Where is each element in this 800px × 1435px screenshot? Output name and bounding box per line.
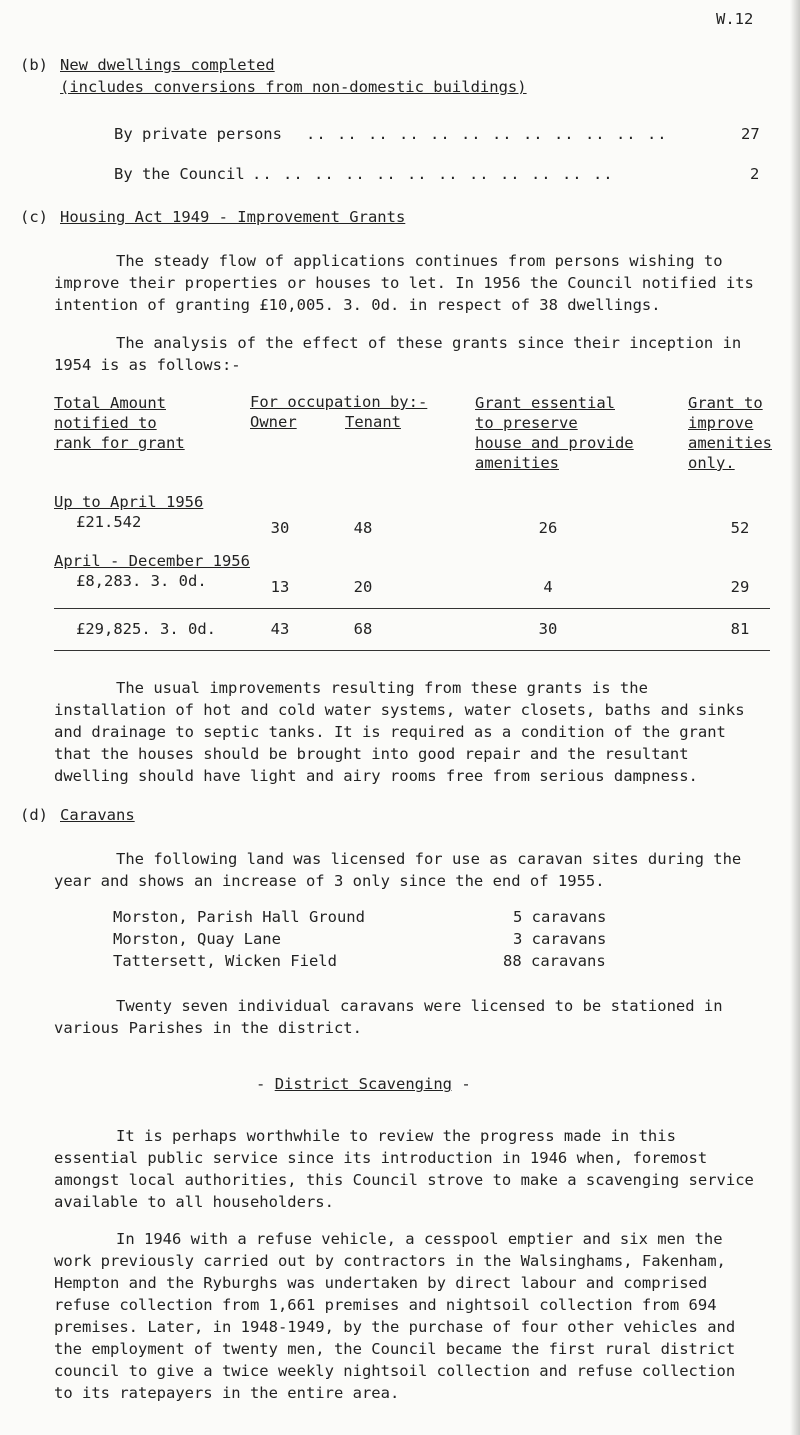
site-3-place: Tattersett, Wicken Field — [113, 952, 337, 970]
site-1-count: 5 caravans — [513, 908, 607, 926]
council-label: By the Council — [114, 165, 245, 183]
section-b-subheading: (includes conversions from non-domestic buildings) — [60, 78, 527, 96]
header-occupation: For occupation by:- — [250, 393, 428, 411]
table-rule-top — [54, 608, 770, 609]
scavenging-heading: District Scavenging — [274, 1075, 452, 1093]
site-2-place: Morston, Quay Lane — [113, 930, 281, 948]
grants-paragraph-3-text: The usual improvements resulting from these grants is the installation of hot and cold water systems, water closets, baths and sinks and drainage to septic tanks. It is required as a condition of the grant that the houses should be brought into good repair and the resultant dwelling should have light and airy rooms free from serious dampness. — [54, 679, 745, 785]
total-owner: 43 — [270, 620, 290, 638]
scavenging-paragraph-1 — [54, 1125, 754, 1213]
page-number: W.12 — [716, 10, 754, 28]
table-rule-bottom — [54, 650, 770, 651]
total-improve: 81 — [730, 620, 750, 638]
row-1-period: Up to April 1956 — [54, 493, 204, 511]
site-1-place: Morston, Parish Hall Ground — [113, 908, 365, 926]
private-persons-value: 27 — [741, 125, 760, 143]
scan-edge-shadow — [790, 0, 800, 1435]
header-grant-essential: Grant essential to preserve house and provide amenities — [475, 394, 634, 472]
row-2-amount: £8,283. 3. 0d. — [76, 572, 207, 590]
council-leader: .. .. .. .. .. .. .. .. .. .. .. .. — [252, 165, 614, 183]
row-1-owner: 30 — [270, 519, 290, 537]
section-d-heading: Caravans — [60, 806, 135, 824]
row-2-improve: 29 — [730, 578, 750, 596]
scavenging-paragraph-2 — [54, 1228, 754, 1404]
header-tenant: Tenant — [345, 413, 401, 431]
row-1-amount: £21.542 — [76, 513, 142, 531]
section-d-label: (d) — [20, 806, 48, 824]
grants-paragraph-3 — [54, 677, 754, 787]
row-2-essential: 4 — [543, 578, 553, 596]
council-value: 2 — [750, 165, 760, 183]
caravans-paragraph-1 — [54, 848, 754, 892]
grants-paragraph-1-text: The steady flow of applications continues from persons wishing to improve their properties or houses to let. In 1956 the Council notified its intention of granting £10,005. 3. 0d. in respect of 38 dwellings. — [54, 252, 754, 314]
header-owner: Owner — [250, 413, 297, 431]
header-total-amount: Total Amount notified to rank for grant — [54, 394, 185, 452]
section-b-label: (b) — [20, 56, 48, 74]
grants-paragraph-2 — [54, 332, 754, 376]
row-1-improve: 52 — [730, 519, 750, 537]
grants-paragraph-1 — [54, 250, 754, 316]
private-persons-label: By private persons — [114, 125, 282, 143]
caravans-paragraph-1-text: The following land was licensed for use as caravan sites during the year and shows an increase of 3 only since the end of 1955. — [54, 850, 742, 890]
total-amount: £29,825. 3. 0d. — [76, 620, 216, 638]
heading-dash-right: - — [461, 1075, 471, 1093]
section-c-label: (c) — [20, 208, 48, 226]
private-persons-leader: .. .. .. .. .. .. .. .. .. .. .. .. — [306, 125, 668, 143]
row-2-period: April - December 1956 — [54, 552, 250, 570]
total-tenant: 68 — [353, 620, 373, 638]
header-grant-improve: Grant to improve amenities only. — [688, 394, 772, 472]
row-1-essential: 26 — [538, 519, 558, 537]
section-b-heading: New dwellings completed — [60, 56, 275, 74]
row-2-owner: 13 — [270, 578, 290, 596]
caravans-paragraph-2 — [54, 995, 754, 1039]
total-essential: 30 — [538, 620, 558, 638]
scavenging-heading-line — [256, 1075, 471, 1093]
site-2-count: 3 caravans — [513, 930, 607, 948]
site-3-count: 88 caravans — [503, 952, 606, 970]
heading-dash-left: - — [256, 1075, 266, 1093]
section-c-heading: Housing Act 1949 - Improvement Grants — [60, 208, 406, 226]
row-2-tenant: 20 — [353, 578, 373, 596]
scavenging-paragraph-1-text: It is perhaps worthwhile to review the progress made in this essential public service since its introduction in 1946 when, foremost amongst local authorities, this Council strove to make a scavenging service available to all householders. — [54, 1127, 754, 1211]
row-1-tenant: 48 — [353, 519, 373, 537]
scavenging-paragraph-2-text: In 1946 with a refuse vehicle, a cesspool emptier and six men the work previously carried out by contractors in the Walsinghams, Fakenham, Hempton and the Ryburghs was undertaken by direct labour and comprised refuse collection from 1,661 premises and nightsoil collection from 694 premises. Later, in 1948-1949, by the purchase of four other vehicles and the employment of twenty men, the Council became the first rural district council to give a twice weekly nightsoil collection and refuse collection to its ratepayers in the entire area. — [54, 1230, 736, 1402]
caravans-paragraph-2-text: Twenty seven individual caravans were licensed to be stationed in various Parishes in the district. — [54, 997, 723, 1037]
grants-paragraph-2-text: The analysis of the effect of these grants since their inception in 1954 is as follows:- — [54, 334, 742, 374]
